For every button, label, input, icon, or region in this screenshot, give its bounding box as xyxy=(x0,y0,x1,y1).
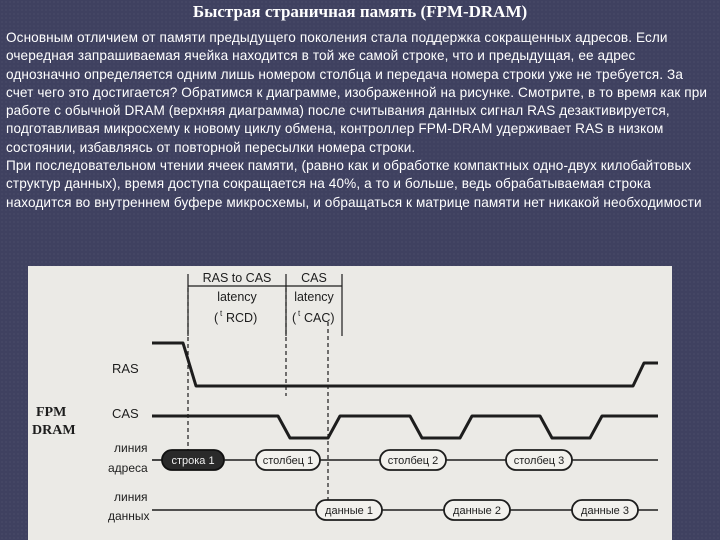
cas-waveform xyxy=(152,416,658,438)
trcd-paren: ( xyxy=(214,311,219,325)
paragraph-1: Основным отличием от памяти предыдущего поколения стала поддержка сокращенных адресов. Если очередная запрашиваемая ячейка находится в той же самой строке, что и предыдущая, ее адрес однозначно определяется одним лишь номером столбца и передача номера строки уже не требуется. За счет чего это достигается? Обратимся к диаграмме, изображенной на рисунке. Смотрите, в то время как при работе с обычной DRAM (верхняя диаграмма) после считывания данных сигнал RAS дезактивируется, подготавливая микросхему к новому циклу обмена, контроллер FPM-DRAM удерживает RAS в низком состоянии, избавляясь от повторной пересылки номера строки. xyxy=(6,30,708,155)
tcac-paren: ( xyxy=(292,311,297,325)
data-3-label: данные 3 xyxy=(581,505,629,517)
fpm-label: FPM xyxy=(36,405,67,420)
row-1-label: строка 1 xyxy=(171,455,215,467)
cas-header: CAS xyxy=(301,271,327,285)
tcac-label: CAC) xyxy=(304,311,335,325)
column-1-label: столбец 1 xyxy=(262,455,314,467)
ras-waveform xyxy=(152,343,658,386)
data-line-label-2: данных xyxy=(108,509,150,523)
latency-label-1: latency xyxy=(217,290,257,304)
ras-to-cas-header: RAS to CAS xyxy=(202,271,272,285)
address-line-label-1: линия xyxy=(114,441,148,455)
latency-label-2: latency xyxy=(294,290,334,304)
body-text xyxy=(6,29,712,212)
trcd-label: RCD) xyxy=(226,311,258,325)
timing-diagram-svg xyxy=(28,266,672,540)
timing-diagram xyxy=(28,266,672,540)
column-2-label: столбец 2 xyxy=(387,455,439,467)
slide-title: Быстрая страничная память (FPM-DRAM) xyxy=(192,2,528,21)
data-1-label: данные 1 xyxy=(325,505,373,517)
column-3-label: столбец 3 xyxy=(513,455,565,467)
data-line-label-1: линия xyxy=(114,490,148,504)
dram-label: DRAM xyxy=(32,423,76,438)
paragraph-2: При последовательном чтении ячеек памяти, (равно как и обработке компактных одно-двух килобайтовых структур данных), время доступа сокращается на 40%, а то и больше, ведь обрабатываемая строка находится во внутреннем буфере микросхемы, и обращаться к матрице памяти нет никакой необходимости xyxy=(6,158,702,210)
ras-signal-label: RAS xyxy=(112,361,139,376)
address-line-label-2: адреса xyxy=(108,461,148,475)
tcac-t: t xyxy=(298,309,301,318)
data-2-label: данные 2 xyxy=(453,505,501,517)
trcd-t: t xyxy=(220,309,223,318)
cas-signal-label: CAS xyxy=(112,406,139,421)
